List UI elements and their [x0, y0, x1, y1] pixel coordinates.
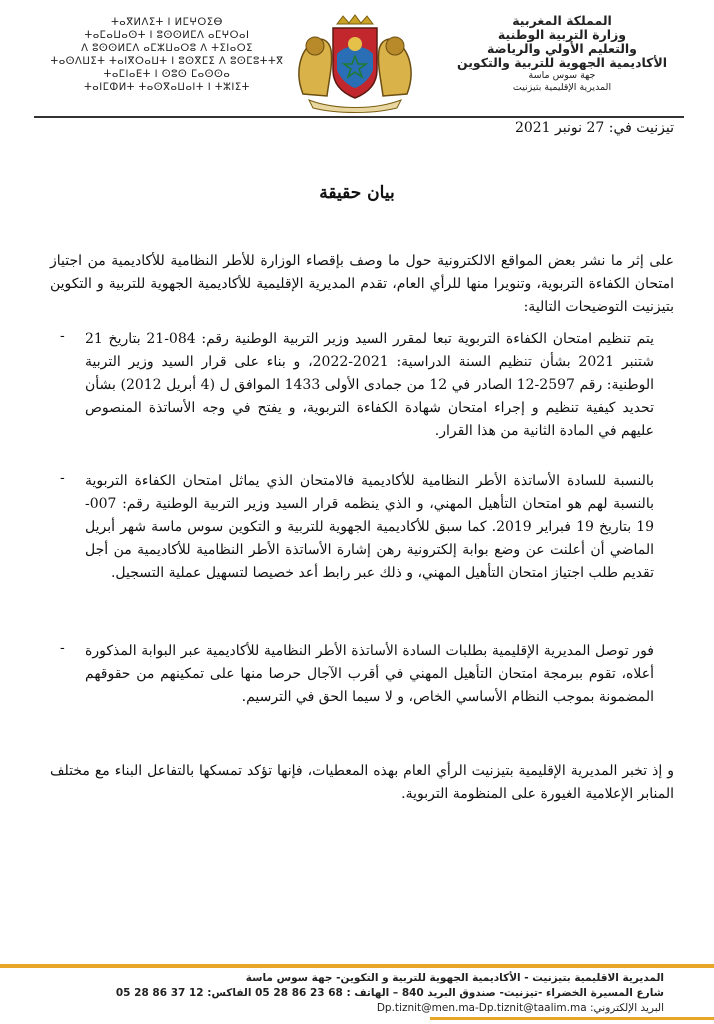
amazigh-header-text [42, 16, 292, 94]
bullet-paragraph-1: يتم تنظيم امتحان الكفاءة التربوية تبعا لمقرر السيد وزير التربية الوطنية رقم: 084-21 بتاريخ 21 شتنبر 2021 بشأن تنظيم السنة الدراسية: 2021-2022، و بناء على قرار السيد وزير التربية الوطنية: رقم 2597-12 الصادر في 12 من جمادى الأولى 1433 الموافق ل (4 أبريل 2012) بشأن تحديد كيفية تنظيم و إجراء امتحان شهادة الكفاءة التربوية، و يفتح في وجه الأساتذة المنصوص عليهم في المادة الثانية من هذا القرار. [85, 331, 655, 439]
document-title: بيان حقيقة [319, 183, 395, 203]
letterhead [30, 14, 684, 114]
footer-accent-bar [430, 1017, 714, 1020]
bullet-paragraph-3: فور توصل المديرية الإقليمية بطلبات السادة الأساتذة الأطر النظامية للأكاديمية عبر البوابة المذكورة أعلاه، تقوم ببرمجة امتحان التأهيل المهني في أقرب الآجال حرصا منها على تمكينهم من حقوقهم المضمونة بموجب النظام الأساسي الخاص، و لا سيما الحق في الترسيم. [85, 643, 654, 705]
amazigh-line: ⵜⴰⴳⵍⴷⵉⵜ ⵏ ⵍⵎⵖⵔⵉⴱ [111, 17, 223, 28]
moroccan-coat-of-arms-icon [285, 14, 425, 114]
bullet-paragraph-2: بالنسبة للسادة الأساتذة الأطر النظامية للأكاديمية فالامتحان الذي يماثل امتحان الكفاءة التربوية بالنسبة لهم هو امتحان التأهيل المهني، و الذي ينظمه قرار السيد وزير التربية الوطنية رقم: 007-19 بتاريخ 19 فبراير 2019. كما سبق للأكاديمية الجهوية للتربية و التكوين سوس ماسة شهر أبريل الماضي أن أعلنت عن وضع بوابة إلكترونية رهن إشارة الأساتذة الأطر النظامية للأكاديمية من أجل تقديم طلب اجتياز امتحان التأهيل المهني، و ذلك عبر رابط أعد خصيصا لتسهيل عملية التسجيل. [85, 473, 655, 581]
amazigh-line: ⴷ ⵓⵙⵙⵍⵎⴷ ⴰⵎⵣⵡⴰⵔⵓ ⴷ ⵜⵉⵏⴰⵔⵉ [81, 43, 253, 54]
arabic-header-line: جهة سوس ماسة [528, 70, 596, 81]
bullet-marker: - [60, 470, 65, 486]
bullet-marker: - [60, 640, 65, 656]
amazigh-line: ⵜⴰⵎⴰⵡⴰⵙⵜ ⵏ ⵓⵙⵙⵍⵎⴷ ⴰⵎⵖⵔⴰⵏ [84, 30, 250, 41]
header-divider [34, 116, 684, 118]
footer-divider [0, 964, 714, 968]
footer-email: البريد الإلكتروني: Dp.tiznit@men.ma-Dp.tiznit@taalim.ma [376, 1002, 664, 1014]
arabic-header-line: المملكة المغربية [512, 13, 612, 28]
closing-paragraph: و إذ تخبر المديرية الإقليمية بتيزنيت الرأي العام بهذه المعطيات، فإنها تؤكد تمسكها بالتفاعل البناء مع مختلف المنابر الإعلامية الغيورة على المنظومة التربوية. [50, 763, 674, 802]
bullet-marker: - [60, 328, 65, 344]
document-date: تيزنيت في: 27 نونبر 2021 [514, 120, 674, 136]
arabic-header-line: والتعليم الأولي والرياضة [487, 41, 637, 56]
arabic-header-text [442, 14, 682, 94]
amazigh-line: ⵜⴰⵎⵏⴰⴹⵜ ⵏ ⵙⵓⵙ ⵎⴰⵙⵙⴰ [103, 69, 231, 80]
amazigh-line: ⵜⴰⵙⴷⵡⵉⵜ ⵜⴰⵏⴳⵔⴰⵡⵜ ⵏ ⵓⵙⴳⵎⵉ ⴷ ⵓⵙⵎⵓⵜⵜⴳ [50, 56, 284, 67]
arabic-header-line: الأكاديمية الجهوية للتربية والتكوين [456, 55, 668, 70]
intro-paragraph: على إثر ما نشر بعض المواقع الالكترونية حول ما وصف بإقصاء الوزارة للأطر النظامية للأكاديمية من اجتياز امتحان الكفاءة التربوية، وتنويرا منها للرأي العام، تقدم المديرية الإقليمية للأكاديمية الجهوية للتربية و التكوين بتيزنيت التوضيحات التالية: [50, 253, 674, 315]
footer-line: المديرية الاقليمية بتيزنيت - الأكاديمية الجهوية للتربية و التكوين- جهة سوس ماسة [245, 972, 664, 984]
arabic-header-line: المديرية الإقليمية بتيزنيت [512, 82, 612, 93]
footer-line: شارع المسيرة الخضراء -تيزنيت- صندوق البريد 840 – الهاتف : 68 23 86 28 05 الفاكس: 12 37 86 28 05 [115, 987, 664, 999]
arabic-header-line: وزارة التربية الوطنية [497, 27, 627, 42]
amazigh-line: ⵜⴰⵏⵎⵀⵍⵜ ⵜⴰⵙⴳⴰⵡⴰⵏⵜ ⵏ ⵜⵣⵏⵉⵜ [84, 82, 250, 93]
footer [44, 971, 664, 1016]
